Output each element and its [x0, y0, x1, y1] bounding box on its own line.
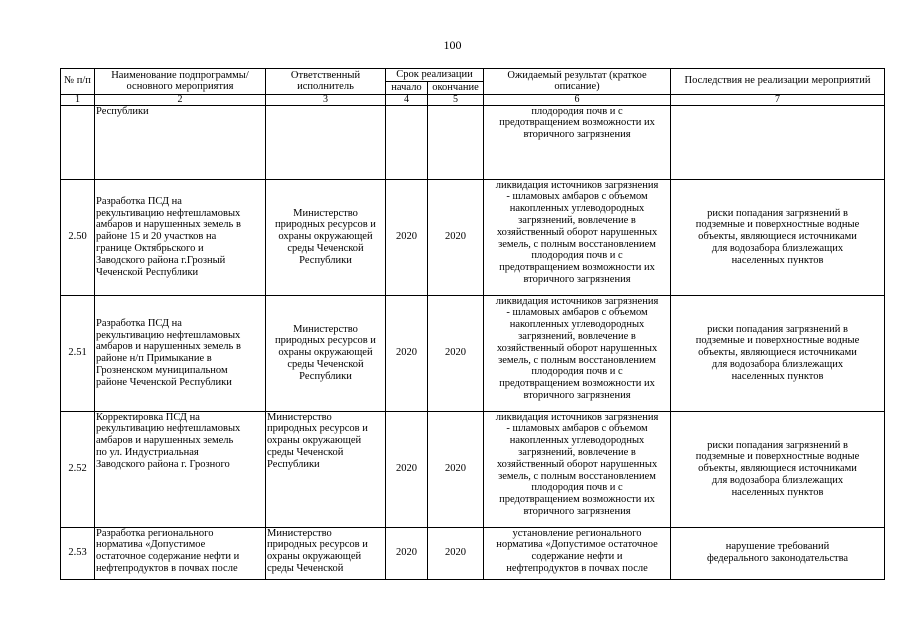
cell-line: норматива «Допустимое остаточное: [496, 539, 658, 551]
cell-line: земель, с полным восстановлением: [498, 354, 656, 366]
row-responsible-cell: [266, 295, 386, 411]
cell-line: районе Чеченской Республики: [96, 376, 232, 388]
cell-line: природных ресурсов и: [267, 539, 368, 551]
cell-line: среды Чеченской: [267, 446, 344, 458]
cell-line: Министерство: [267, 411, 332, 423]
cell-line: нарушение требований: [725, 541, 830, 553]
cell-line: вторичного загрязнения: [523, 129, 631, 141]
row-consequences-cell: [671, 411, 885, 527]
cell-line: объекты, являющиеся источниками: [698, 463, 857, 475]
cell-line: амбаров и нарушенных земель в: [96, 219, 241, 231]
cell-line: рекультивацию нефтешламовых: [96, 207, 241, 219]
cell-line: Министерство: [293, 207, 358, 219]
row-result-cell: [484, 411, 671, 527]
cell-line: для водозабора близлежащих: [711, 358, 844, 370]
column-number: 7: [671, 94, 885, 105]
cell-line: Республики: [267, 458, 320, 470]
cell-line: природных ресурсов и: [267, 423, 368, 435]
cell-line: подземные и поверхностные водные: [695, 451, 860, 463]
header-end: окончание: [428, 81, 484, 94]
row-result-cell: [484, 295, 671, 411]
cell-line: объекты, являющиеся источниками: [698, 347, 857, 359]
cell-line: предотвращением возможности их: [499, 262, 655, 274]
header-row-1: [61, 69, 885, 82]
cell-line: вторичного загрязнения: [523, 273, 631, 285]
cell-line: Разработка ПСД на: [96, 195, 182, 207]
cell-line: ликвидация источников загрязнения: [495, 295, 659, 307]
row-number-cell: 2.51: [61, 295, 95, 411]
row-name-cell: Республики: [95, 105, 266, 179]
cell-line: - шламовых амбаров с объемом: [506, 307, 648, 319]
row-number-cell: 2.53: [61, 527, 95, 579]
cell-line: предотвращением возможности их: [499, 378, 655, 390]
row-responsible-cell: [266, 105, 386, 179]
row-end-cell: [428, 105, 484, 179]
cell-line: федерального законодательства: [706, 553, 849, 565]
cell-line: населенных пунктов: [731, 254, 824, 266]
table-row: [61, 105, 885, 179]
row-responsible-cell: [266, 527, 386, 579]
cell-line: подземные и поверхностные водные: [695, 335, 860, 347]
header-num: № п/п: [61, 69, 95, 95]
table-row: [61, 527, 885, 579]
cell-line: загрязнений, вовлечение в: [518, 330, 636, 342]
row-end-cell: 2020: [428, 527, 484, 579]
row-responsible-cell: [266, 411, 386, 527]
cell-line: охраны окружающей: [278, 231, 373, 243]
row-consequences-cell: [671, 527, 885, 579]
column-number: 2: [95, 94, 266, 105]
row-result-cell: [484, 527, 671, 579]
row-end-cell: 2020: [428, 179, 484, 295]
cell-line: рекультивацию нефтешламовых: [96, 423, 241, 435]
cell-line: плодородия почв и с: [531, 105, 623, 117]
cell-line: Разработка регионального: [96, 527, 214, 539]
cell-line: среды Чеченской: [267, 562, 344, 574]
row-result-cell: [484, 179, 671, 295]
cell-line: плодородия почв и с: [531, 250, 623, 262]
row-responsible-cell: [266, 179, 386, 295]
cell-line: земель, с полным восстановлением: [498, 238, 656, 250]
cell-line: Разработка ПСД на: [96, 317, 182, 329]
cell-line: ликвидация источников загрязнения: [495, 411, 659, 423]
cell-line: хозяйственный оборот нарушенных: [496, 342, 658, 354]
table-row: [61, 179, 885, 295]
table-row: [61, 295, 885, 411]
cell-line: накопленных углеводородных: [509, 319, 645, 331]
cell-line: земель, с полным восстановлением: [498, 470, 656, 482]
cell-line: остаточное содержание нефти и: [96, 551, 240, 563]
table-body: [61, 105, 885, 579]
cell-line: риски попадания загрязнений в: [707, 207, 848, 219]
cell-line: охраны окружающей: [278, 347, 373, 359]
cell-line: загрязнений, вовлечение в: [518, 214, 636, 226]
cell-line: плодородия почв и с: [531, 482, 623, 494]
row-start-cell: 2020: [386, 527, 428, 579]
header-period: Срок реализации: [386, 69, 484, 82]
header-consequences: Последствия не реализации мероприятий: [671, 69, 885, 95]
cell-line: населенных пунктов: [731, 370, 824, 382]
cell-line: районе 15 и 20 участков на: [96, 231, 217, 243]
row-number-cell: [61, 105, 95, 179]
cell-line: ликвидация источников загрязнения: [495, 179, 659, 191]
cell-line: вторичного загрязнения: [523, 389, 631, 401]
cell-line: населенных пунктов: [731, 486, 824, 498]
header-start: начало: [386, 81, 428, 94]
cell-line: по ул. Индустриальная: [96, 446, 199, 458]
column-number: 4: [386, 94, 428, 105]
row-name-cell: [95, 527, 266, 579]
row-consequences-cell: [671, 105, 885, 179]
row-name-cell: [95, 411, 266, 527]
cell-line: Министерство: [293, 323, 358, 335]
page-number: 100: [443, 38, 462, 52]
cell-line: природных ресурсов и: [275, 335, 376, 347]
cell-line: - шламовых амбаров с объемом: [506, 191, 648, 203]
cell-line: подземные и поверхностные водные: [695, 219, 860, 231]
cell-line: загрязнений, вовлечение в: [518, 446, 636, 458]
cell-line: Заводского района г.Грозный: [96, 254, 226, 266]
cell-line: накопленных углеводородных: [509, 435, 645, 447]
row-consequences-cell: [671, 179, 885, 295]
cell-line: для водозабора близлежащих: [711, 242, 844, 254]
cell-line: Республики: [299, 370, 352, 382]
cell-line: предотвращением возможности их: [499, 117, 655, 129]
column-number: 1: [61, 94, 95, 105]
cell-line: предотвращением возможности их: [499, 494, 655, 506]
cell-line: Заводского района г. Грозного: [96, 458, 230, 470]
row-start-cell: 2020: [386, 179, 428, 295]
cell-line: амбаров и нарушенных земель в: [96, 341, 241, 353]
cell-line: риски попадания загрязнений в: [707, 323, 848, 335]
row-start-cell: 2020: [386, 295, 428, 411]
cell-line: норматива «Допустимое: [96, 539, 206, 551]
cell-line: амбаров и нарушенных земель: [96, 435, 234, 447]
cell-line: Чеченской Республики: [96, 266, 199, 278]
cell-line: установление регионального: [512, 527, 642, 539]
cell-line: объекты, являющиеся источниками: [698, 231, 857, 243]
cell-line: Министерство: [267, 527, 332, 539]
column-number: 3: [266, 94, 386, 105]
row-name-cell: [95, 295, 266, 411]
cell-line: хозяйственный оборот нарушенных: [496, 458, 658, 470]
cell-line: среды Чеченской: [287, 358, 364, 370]
cell-line: рекультивацию нефтешламовых: [96, 329, 241, 341]
row-end-cell: 2020: [428, 295, 484, 411]
column-number: 5: [428, 94, 484, 105]
row-result-cell: [484, 105, 671, 179]
program-table: [60, 68, 885, 580]
cell-line: Корректировка ПСД на: [96, 411, 200, 423]
cell-line: природных ресурсов и: [275, 219, 376, 231]
header-result: Ожидаемый результат (краткое описание): [484, 69, 671, 95]
cell-line: для водозабора близлежащих: [711, 474, 844, 486]
cell-line: охраны окружающей: [267, 551, 362, 563]
cell-line: риски попадания загрязнений в: [707, 439, 848, 451]
header-name: Наименование подпрограммы/ основного мероприятия: [95, 69, 266, 95]
cell-line: охраны окружающей: [267, 435, 362, 447]
column-number: 6: [484, 94, 671, 105]
cell-line: нефтепродуктов в почвах после: [96, 562, 238, 574]
header-responsible: Ответственный исполнитель: [266, 69, 386, 95]
cell-line: - шламовых амбаров с объемом: [506, 423, 648, 435]
cell-line: районе н/п Примыкание в: [96, 353, 212, 365]
cell-line: плодородия почв и с: [531, 366, 623, 378]
cell-line: накопленных углеводородных: [509, 203, 645, 215]
cell-line: содержание нефти и: [531, 551, 623, 563]
cell-line: Республики: [299, 254, 352, 266]
row-name-cell: [95, 179, 266, 295]
cell-line: среды Чеченской: [287, 242, 364, 254]
cell-line: нефтепродуктов в почвах после: [506, 562, 648, 574]
cell-line: Грозненском муниципальном: [96, 364, 228, 376]
table-row: [61, 411, 885, 527]
cell-line: вторичного загрязнения: [523, 505, 631, 517]
row-start-cell: [386, 105, 428, 179]
cell-line: границе Октябрьского и: [96, 242, 204, 254]
row-number-cell: 2.52: [61, 411, 95, 527]
column-number-row: [61, 94, 885, 105]
cell-line: хозяйственный оборот нарушенных: [496, 226, 658, 238]
row-start-cell: 2020: [386, 411, 428, 527]
row-end-cell: 2020: [428, 411, 484, 527]
row-consequences-cell: [671, 295, 885, 411]
row-number-cell: 2.50: [61, 179, 95, 295]
